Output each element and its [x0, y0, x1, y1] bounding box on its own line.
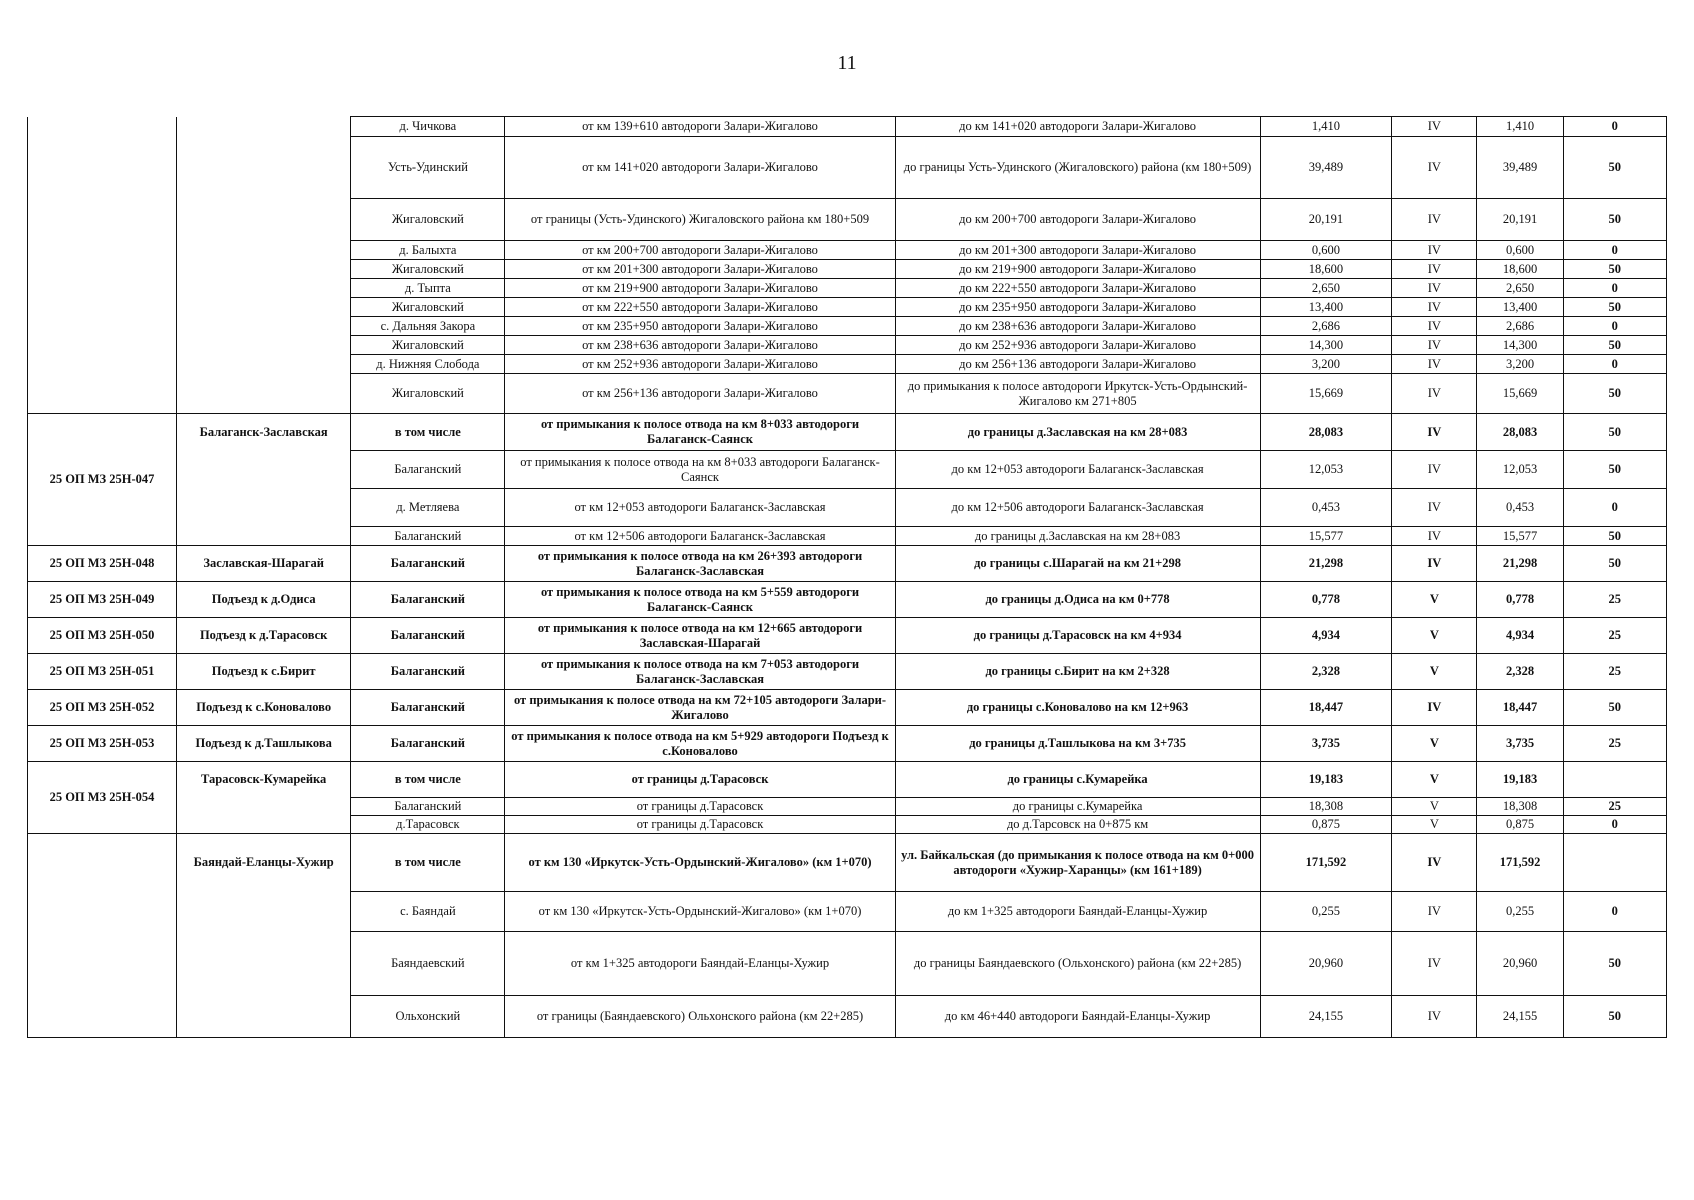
from-cell: от км 201+300 автодороги Залари-Жигалово	[505, 260, 895, 279]
to-cell: до км 219+900 автодороги Залари-Жигалово	[895, 260, 1260, 279]
length-by-category-cell: 4,934	[1477, 618, 1563, 654]
from-cell: от границы (Баяндаевского) Ольхонского района (км 22+285)	[505, 996, 895, 1038]
category-cell: V	[1392, 582, 1477, 618]
to-cell: до границы д.Тарасовск на км 4+934	[895, 618, 1260, 654]
district-cell: Жигаловский	[351, 199, 505, 241]
speed-cell: 50	[1563, 546, 1666, 582]
speed-cell: 50	[1563, 996, 1666, 1038]
speed-cell: 50	[1563, 336, 1666, 355]
table-row	[28, 892, 1667, 932]
from-cell: от км 238+636 автодороги Залари-Жигалово	[505, 336, 895, 355]
length-cell: 0,875	[1260, 816, 1392, 834]
roads-table	[27, 116, 1667, 1038]
speed-cell: 50	[1563, 690, 1666, 726]
length-cell: 3,200	[1260, 355, 1392, 374]
length-cell: 15,669	[1260, 374, 1392, 414]
district-cell: д. Чичкова	[351, 117, 505, 137]
to-cell: до км 1+325 автодороги Баяндай-Еланцы-Хужир	[895, 892, 1260, 932]
code-cell	[28, 117, 177, 414]
length-by-category-cell: 0,778	[1477, 582, 1563, 618]
from-cell: от км 12+053 автодороги Балаганск-Заславская	[505, 489, 895, 527]
length-cell: 2,686	[1260, 317, 1392, 336]
table-row	[28, 996, 1667, 1038]
length-cell: 20,191	[1260, 199, 1392, 241]
to-cell: до границы Усть-Удинского (Жигаловского) района (км 180+509)	[895, 137, 1260, 199]
district-cell: Жигаловский	[351, 260, 505, 279]
table-row	[28, 816, 1667, 834]
table-row	[28, 527, 1667, 546]
from-cell: от км 130 «Иркутск-Усть-Ордынский-Жигалово» (км 1+070)	[505, 892, 895, 932]
length-by-category-cell: 24,155	[1477, 996, 1563, 1038]
length-cell: 1,410	[1260, 117, 1392, 137]
road-name-empty-cell	[177, 527, 351, 546]
district-cell: в том числе	[351, 762, 505, 798]
from-cell: от примыкания к полосе отвода на км 26+393 автодороги Балаганск-Заславская	[505, 546, 895, 582]
district-cell: Балаганский	[351, 798, 505, 816]
length-cell: 21,298	[1260, 546, 1392, 582]
table-row	[28, 618, 1667, 654]
road-name-cell: Подъезд к с.Бирит	[177, 654, 351, 690]
from-cell: от примыкания к полосе отвода на км 7+053 автодороги Балаганск-Заславская	[505, 654, 895, 690]
length-by-category-cell: 2,328	[1477, 654, 1563, 690]
speed-cell: 0	[1563, 317, 1666, 336]
district-cell: Жигаловский	[351, 374, 505, 414]
district-cell: Балаганский	[351, 546, 505, 582]
category-cell: IV	[1392, 260, 1477, 279]
to-cell: до км 222+550 автодороги Залари-Жигалово	[895, 279, 1260, 298]
from-cell: от км 130 «Иркутск-Усть-Ордынский-Жигалово» (км 1+070)	[505, 834, 895, 892]
length-cell: 12,053	[1260, 451, 1392, 489]
district-cell: Жигаловский	[351, 298, 505, 317]
district-cell: Усть-Удинский	[351, 137, 505, 199]
length-by-category-cell: 18,308	[1477, 798, 1563, 816]
speed-cell: 50	[1563, 298, 1666, 317]
speed-cell: 25	[1563, 618, 1666, 654]
to-cell: до км 252+936 автодороги Залари-Жигалово	[895, 336, 1260, 355]
district-cell: Ольхонский	[351, 996, 505, 1038]
length-by-category-cell: 20,191	[1477, 199, 1563, 241]
from-cell: от примыкания к полосе отвода на км 12+665 автодороги Заславская-Шарагай	[505, 618, 895, 654]
page-number: 11	[837, 52, 857, 74]
length-by-category-cell: 171,592	[1477, 834, 1563, 892]
to-cell: до границы д.Заславская на км 28+083	[895, 527, 1260, 546]
from-cell: от км 139+610 автодороги Залари-Жигалово	[505, 117, 895, 137]
to-cell: до границы с.Кумарейка	[895, 798, 1260, 816]
district-cell: в том числе	[351, 834, 505, 892]
road-code-cell: 25 ОП МЗ 25Н-051	[28, 654, 177, 690]
road-name-empty-cell	[177, 798, 351, 816]
table-row	[28, 414, 1667, 451]
length-cell: 0,453	[1260, 489, 1392, 527]
length-by-category-cell: 28,083	[1477, 414, 1563, 451]
length-cell: 20,960	[1260, 932, 1392, 996]
to-cell: до км 12+053 автодороги Балаганск-Заславская	[895, 451, 1260, 489]
to-cell: до границы д.Ташлыкова на км 3+735	[895, 726, 1260, 762]
to-cell: до д.Тарсовск на 0+875 км	[895, 816, 1260, 834]
from-cell: от км 141+020 автодороги Залари-Жигалово	[505, 137, 895, 199]
table-row	[28, 690, 1667, 726]
speed-cell: 0	[1563, 816, 1666, 834]
category-cell: V	[1392, 816, 1477, 834]
to-cell: до км 256+136 автодороги Залари-Жигалово	[895, 355, 1260, 374]
length-by-category-cell: 0,255	[1477, 892, 1563, 932]
length-cell: 18,308	[1260, 798, 1392, 816]
length-by-category-cell: 19,183	[1477, 762, 1563, 798]
category-cell: IV	[1392, 137, 1477, 199]
length-cell: 4,934	[1260, 618, 1392, 654]
speed-cell: 50	[1563, 451, 1666, 489]
to-cell: до границы Баяндаевского (Ольхонского) района (км 22+285)	[895, 932, 1260, 996]
category-cell: IV	[1392, 279, 1477, 298]
table-row	[28, 117, 1667, 137]
district-cell: Балаганский	[351, 527, 505, 546]
category-cell: IV	[1392, 489, 1477, 527]
road-name-cell: Подъезд к с.Коновалово	[177, 690, 351, 726]
district-cell: д. Тыпта	[351, 279, 505, 298]
category-cell: IV	[1392, 355, 1477, 374]
road-code-cell: 25 ОП МЗ 25Н-052	[28, 690, 177, 726]
category-cell: IV	[1392, 336, 1477, 355]
length-cell: 0,255	[1260, 892, 1392, 932]
length-by-category-cell: 1,410	[1477, 117, 1563, 137]
to-cell: до границы с.Коновалово на км 12+963	[895, 690, 1260, 726]
speed-cell: 0	[1563, 279, 1666, 298]
district-cell: с. Дальняя Закора	[351, 317, 505, 336]
table-row	[28, 762, 1667, 798]
category-cell: IV	[1392, 690, 1477, 726]
category-cell: IV	[1392, 317, 1477, 336]
category-cell: V	[1392, 726, 1477, 762]
speed-cell	[1563, 762, 1666, 798]
to-cell: до границы с.Кумарейка	[895, 762, 1260, 798]
district-cell: д. Балыхта	[351, 241, 505, 260]
from-cell: от км 200+700 автодороги Залари-Жигалово	[505, 241, 895, 260]
to-cell: до границы с.Бирит на км 2+328	[895, 654, 1260, 690]
length-by-category-cell: 2,686	[1477, 317, 1563, 336]
category-cell: IV	[1392, 834, 1477, 892]
from-cell: от границы д.Тарасовск	[505, 798, 895, 816]
category-cell: IV	[1392, 546, 1477, 582]
road-name-empty-cell	[177, 451, 351, 489]
to-cell: до км 238+636 автодороги Залари-Жигалово	[895, 317, 1260, 336]
length-cell: 14,300	[1260, 336, 1392, 355]
speed-cell: 25	[1563, 798, 1666, 816]
district-cell: д.Тарасовск	[351, 816, 505, 834]
length-by-category-cell: 14,300	[1477, 336, 1563, 355]
from-cell: от км 12+506 автодороги Балаганск-Заславская	[505, 527, 895, 546]
from-cell: от примыкания к полосе отвода на км 72+105 автодороги Залари-Жигалово	[505, 690, 895, 726]
district-cell: д. Метляева	[351, 489, 505, 527]
district-cell: с. Баяндай	[351, 892, 505, 932]
from-cell: от границы д.Тарасовск	[505, 762, 895, 798]
table-row	[28, 489, 1667, 527]
speed-cell: 50	[1563, 137, 1666, 199]
table-row	[28, 654, 1667, 690]
road-name-cell: Баяндай-Еланцы-Хужир	[177, 834, 351, 892]
from-cell: от примыкания к полосе отвода на км 5+929 автодороги Подъезд к с.Коновалово	[505, 726, 895, 762]
road-name-cell: Заславская-Шарагай	[177, 546, 351, 582]
length-by-category-cell: 21,298	[1477, 546, 1563, 582]
category-cell: IV	[1392, 241, 1477, 260]
road-name-empty-cell	[177, 816, 351, 834]
district-cell: Балаганский	[351, 582, 505, 618]
speed-cell: 0	[1563, 117, 1666, 137]
speed-cell: 25	[1563, 654, 1666, 690]
to-cell: до км 141+020 автодороги Залари-Жигалово	[895, 117, 1260, 137]
to-cell: до км 201+300 автодороги Залари-Жигалово	[895, 241, 1260, 260]
from-cell: от км 256+136 автодороги Залари-Жигалово	[505, 374, 895, 414]
road-name-cell: Подъезд к д.Ташлыкова	[177, 726, 351, 762]
to-cell: до км 46+440 автодороги Баяндай-Еланцы-Хужир	[895, 996, 1260, 1038]
to-cell: до границы с.Шарагай на км 21+298	[895, 546, 1260, 582]
category-cell: IV	[1392, 199, 1477, 241]
from-cell: от примыкания к полосе отвода на км 8+033 автодороги Балаганск-Саянск	[505, 414, 895, 451]
table-row	[28, 932, 1667, 996]
length-by-category-cell: 0,600	[1477, 241, 1563, 260]
category-cell: IV	[1392, 892, 1477, 932]
length-by-category-cell: 18,600	[1477, 260, 1563, 279]
table-row	[28, 546, 1667, 582]
speed-cell: 0	[1563, 355, 1666, 374]
length-cell: 2,328	[1260, 654, 1392, 690]
length-cell: 28,083	[1260, 414, 1392, 451]
length-cell: 2,650	[1260, 279, 1392, 298]
to-cell: до км 12+506 автодороги Балаганск-Заславская	[895, 489, 1260, 527]
road-name-cell	[177, 117, 351, 414]
category-cell: IV	[1392, 932, 1477, 996]
speed-cell: 50	[1563, 199, 1666, 241]
from-cell: от границы (Усть-Удинского) Жигаловского района км 180+509	[505, 199, 895, 241]
from-cell: от примыкания к полосе отвода на км 8+033 автодороги Балаганск-Саянск	[505, 451, 895, 489]
length-by-category-cell: 13,400	[1477, 298, 1563, 317]
speed-cell: 50	[1563, 414, 1666, 451]
district-cell: Балаганский	[351, 654, 505, 690]
road-name-empty-cell	[177, 892, 351, 932]
length-by-category-cell: 0,875	[1477, 816, 1563, 834]
from-cell: от км 1+325 автодороги Баяндай-Еланцы-Хужир	[505, 932, 895, 996]
to-cell: до границы д.Одиса на км 0+778	[895, 582, 1260, 618]
category-cell: IV	[1392, 996, 1477, 1038]
category-cell: V	[1392, 654, 1477, 690]
table-row	[28, 726, 1667, 762]
to-cell: до примыкания к полосе автодороги Иркутск-Усть-Ордынский-Жигалово км 271+805	[895, 374, 1260, 414]
table-row	[28, 582, 1667, 618]
length-cell: 0,600	[1260, 241, 1392, 260]
district-cell: Балаганский	[351, 690, 505, 726]
road-code-cell: 25 ОП МЗ 25Н-049	[28, 582, 177, 618]
road-code-cell	[28, 834, 177, 1038]
district-cell: Балаганский	[351, 618, 505, 654]
category-cell: IV	[1392, 374, 1477, 414]
to-cell: до км 200+700 автодороги Залари-Жигалово	[895, 199, 1260, 241]
category-cell: V	[1392, 618, 1477, 654]
speed-cell: 50	[1563, 527, 1666, 546]
category-cell: IV	[1392, 414, 1477, 451]
category-cell: IV	[1392, 451, 1477, 489]
district-cell: в том числе	[351, 414, 505, 451]
road-name-empty-cell	[177, 932, 351, 996]
length-cell: 18,447	[1260, 690, 1392, 726]
length-cell: 171,592	[1260, 834, 1392, 892]
length-by-category-cell: 0,453	[1477, 489, 1563, 527]
road-code-cell: 25 ОП МЗ 25Н-048	[28, 546, 177, 582]
length-cell: 0,778	[1260, 582, 1392, 618]
length-cell: 39,489	[1260, 137, 1392, 199]
length-by-category-cell: 18,447	[1477, 690, 1563, 726]
speed-cell: 0	[1563, 892, 1666, 932]
district-cell: Баяндаевский	[351, 932, 505, 996]
to-cell: ул. Байкальская (до примыкания к полосе отвода на км 0+000 автодороги «Хужир-Харанцы» (км 161+189)	[895, 834, 1260, 892]
table-row	[28, 451, 1667, 489]
from-cell: от км 235+950 автодороги Залари-Жигалово	[505, 317, 895, 336]
speed-cell: 25	[1563, 726, 1666, 762]
length-cell: 19,183	[1260, 762, 1392, 798]
length-by-category-cell: 2,650	[1477, 279, 1563, 298]
road-name-empty-cell	[177, 489, 351, 527]
from-cell: от примыкания к полосе отвода на км 5+559 автодороги Балаганск-Саянск	[505, 582, 895, 618]
category-cell: V	[1392, 762, 1477, 798]
from-cell: от км 222+550 автодороги Залари-Жигалово	[505, 298, 895, 317]
from-cell: от км 219+900 автодороги Залари-Жигалово	[505, 279, 895, 298]
length-cell: 15,577	[1260, 527, 1392, 546]
to-cell: до км 235+950 автодороги Залари-Жигалово	[895, 298, 1260, 317]
road-name-cell: Балаганск-Заславская	[177, 414, 351, 451]
category-cell: V	[1392, 798, 1477, 816]
road-name-empty-cell	[177, 996, 351, 1038]
length-by-category-cell: 15,669	[1477, 374, 1563, 414]
road-code-cell: 25 ОП МЗ 25Н-053	[28, 726, 177, 762]
district-cell: Балаганский	[351, 726, 505, 762]
speed-cell: 0	[1563, 489, 1666, 527]
speed-cell	[1563, 834, 1666, 892]
road-code-cell: 25 ОП МЗ 25Н-050	[28, 618, 177, 654]
length-by-category-cell: 20,960	[1477, 932, 1563, 996]
length-cell: 3,735	[1260, 726, 1392, 762]
district-cell: Жигаловский	[351, 336, 505, 355]
from-cell: от границы д.Тарасовск	[505, 816, 895, 834]
table-row	[28, 798, 1667, 816]
road-name-cell: Подъезд к д.Тарасовск	[177, 618, 351, 654]
length-cell: 24,155	[1260, 996, 1392, 1038]
length-by-category-cell: 39,489	[1477, 137, 1563, 199]
length-cell: 13,400	[1260, 298, 1392, 317]
length-by-category-cell: 12,053	[1477, 451, 1563, 489]
length-cell: 18,600	[1260, 260, 1392, 279]
to-cell: до границы д.Заславская на км 28+083	[895, 414, 1260, 451]
category-cell: IV	[1392, 117, 1477, 137]
length-by-category-cell: 3,200	[1477, 355, 1563, 374]
category-cell: IV	[1392, 527, 1477, 546]
road-code-cell: 25 ОП МЗ 25Н-054	[28, 762, 177, 834]
road-name-cell: Тарасовск-Кумарейка	[177, 762, 351, 798]
road-code-cell: 25 ОП МЗ 25Н-047	[28, 414, 177, 546]
table-row	[28, 834, 1667, 892]
length-by-category-cell: 3,735	[1477, 726, 1563, 762]
district-cell: д. Нижняя Слобода	[351, 355, 505, 374]
speed-cell: 25	[1563, 582, 1666, 618]
category-cell: IV	[1392, 298, 1477, 317]
district-cell: Балаганский	[351, 451, 505, 489]
length-by-category-cell: 15,577	[1477, 527, 1563, 546]
from-cell: от км 252+936 автодороги Залари-Жигалово	[505, 355, 895, 374]
speed-cell: 50	[1563, 932, 1666, 996]
speed-cell: 50	[1563, 374, 1666, 414]
road-name-cell: Подъезд к д.Одиса	[177, 582, 351, 618]
speed-cell: 50	[1563, 260, 1666, 279]
speed-cell: 0	[1563, 241, 1666, 260]
